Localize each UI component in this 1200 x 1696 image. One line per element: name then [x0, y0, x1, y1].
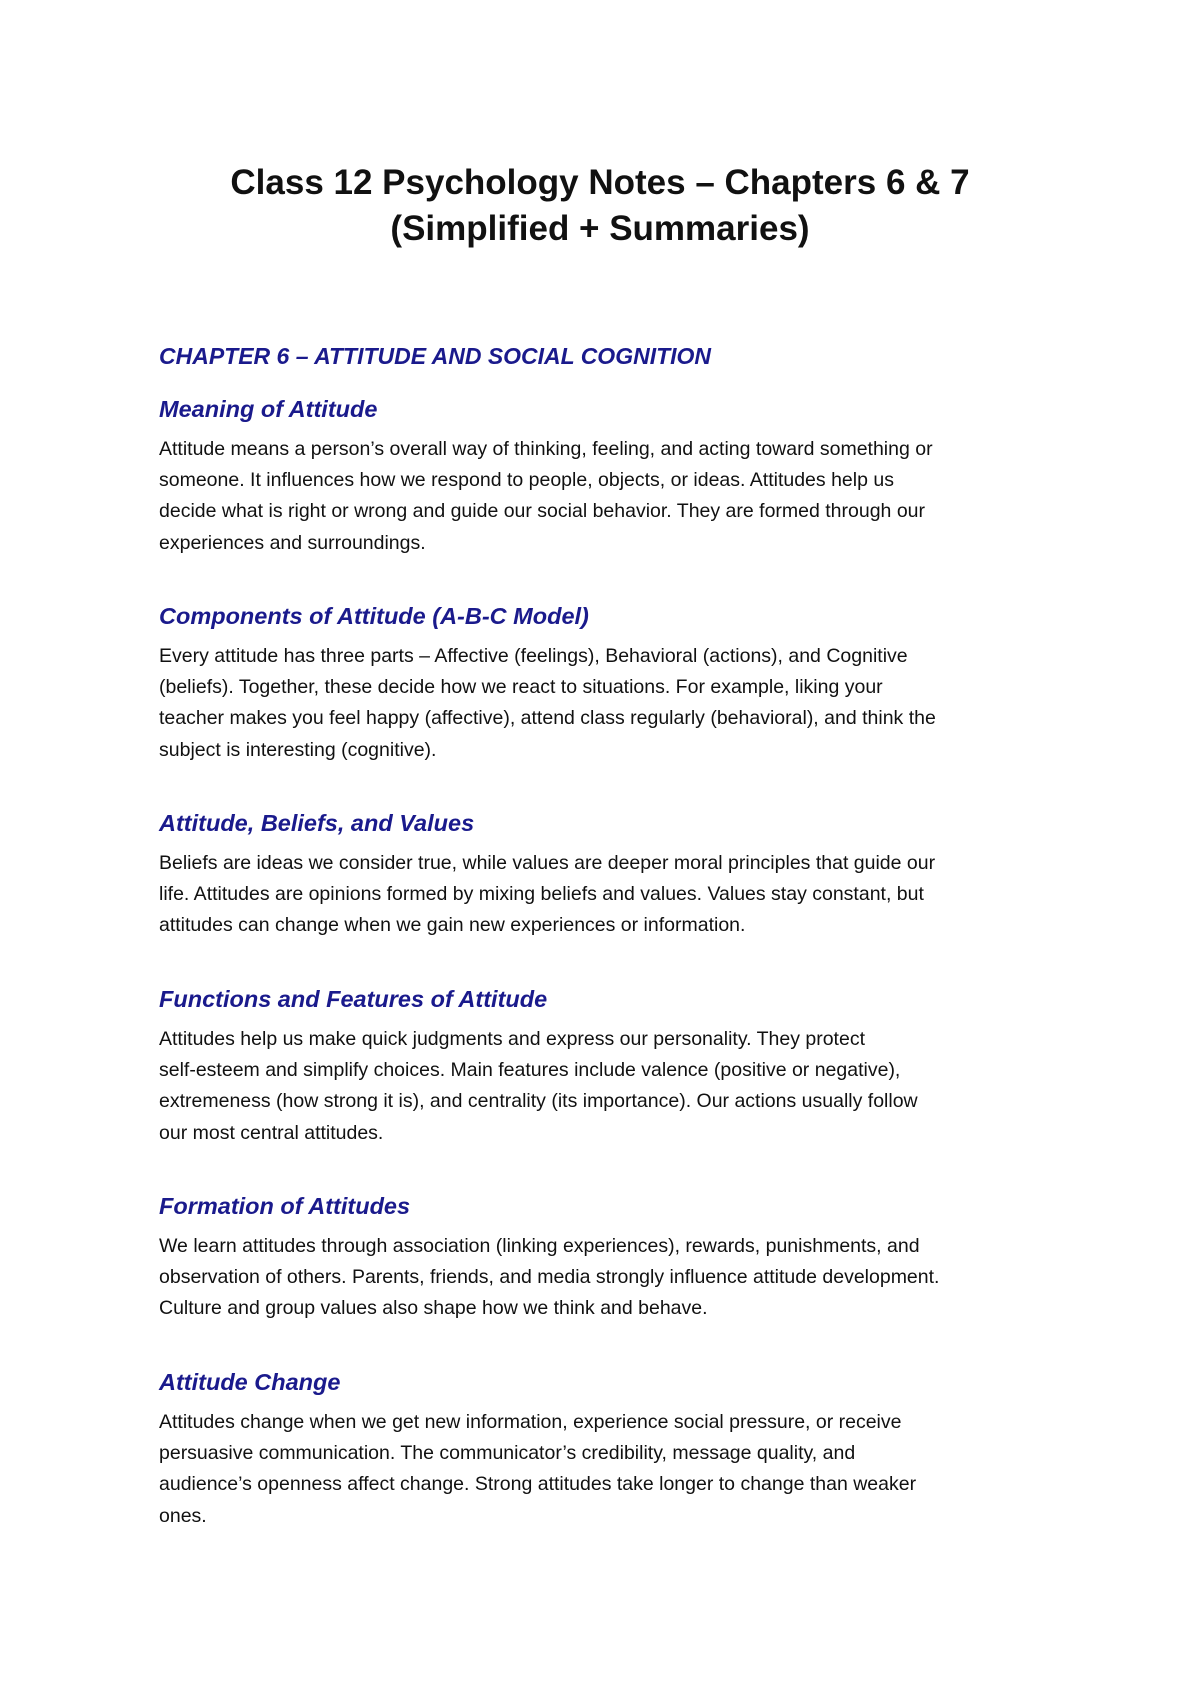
title-line-2: (Simplified + Summaries) [390, 209, 810, 248]
section-attitude-change [159, 1367, 1064, 1532]
section-meaning-of-attitude [159, 394, 1064, 559]
body-line: experiences and surroundings. [159, 531, 426, 554]
body-line: teacher makes you feel happy (affective), attend class regularly (behavioral), and think the [159, 707, 936, 730]
body-line: (beliefs). Together, these decide how we react to situations. For example, liking your [159, 676, 883, 699]
section-heading: Components of Attitude (A-B-C Model) [159, 603, 589, 629]
page-title [150, 160, 1050, 252]
body-line: Culture and group values also shape how we think and behave. [159, 1297, 708, 1320]
body-line: persuasive communication. The communicator’s credibility, message quality, and [159, 1442, 856, 1465]
section-heading: Attitude, Beliefs, and Values [159, 810, 475, 836]
section-heading: Functions and Features of Attitude [159, 986, 548, 1012]
body-line: life. Attitudes are opinions formed by mixing beliefs and values. Values stay constant, but [159, 883, 924, 906]
body-line: Beliefs are ideas we consider true, while values are deeper moral principles that guide our [159, 852, 936, 874]
body-line: subject is interesting (cognitive). [159, 738, 437, 761]
body-line: decide what is right or wrong and guide our social behavior. They are formed through our [159, 500, 926, 523]
section-attitude-beliefs-values [159, 808, 1064, 942]
body-line: Attitudes change when we get new information, experience social pressure, or receive [159, 1411, 902, 1433]
section-heading: Attitude Change [159, 1369, 341, 1395]
body-line: Every attitude has three parts – Affective (feelings), Behavioral (actions), and Cognitive [159, 645, 908, 667]
section-body [159, 848, 1064, 942]
section-body [159, 1024, 1064, 1149]
section-body [159, 1407, 1064, 1532]
body-line: extremeness (how strong it is), and centrality (its importance). Our actions usually follow [159, 1090, 918, 1113]
section-heading: Meaning of Attitude [159, 396, 378, 422]
chapter-heading: CHAPTER 6 – ATTITUDE AND SOCIAL COGNITION [159, 343, 712, 369]
title-line-1: Class 12 Psychology Notes – Chapters 6 & 7 [230, 163, 970, 202]
section-body [159, 1231, 1064, 1325]
section-heading: Formation of Attitudes [159, 1193, 411, 1219]
section-body [159, 434, 1064, 559]
section-body [159, 641, 1064, 766]
body-line: someone. It influences how we respond to people, objects, or ideas. Attitudes help us [159, 469, 894, 492]
body-line: Attitudes help us make quick judgments and express our personality. They protect [159, 1028, 865, 1050]
body-line: attitudes can change when we gain new experiences or information. [159, 914, 746, 937]
section-functions-and-features [159, 984, 1064, 1149]
body-line: audience’s openness affect change. Strong attitudes take longer to change than weaker [159, 1473, 917, 1496]
body-line: Attitude means a person’s overall way of thinking, feeling, and acting toward something or [159, 438, 933, 460]
body-line: self-esteem and simplify choices. Main features include valence (positive or negative), [159, 1059, 901, 1082]
section-components-of-attitude [159, 601, 1064, 766]
body-line: our most central attitudes. [159, 1121, 384, 1144]
body-line: We learn attitudes through association (linking experiences), rewards, punishments, and [159, 1235, 920, 1257]
body-line: observation of others. Parents, friends, and media strongly influence attitude development. [159, 1266, 940, 1289]
body-line: ones. [159, 1504, 207, 1527]
section-formation-of-attitudes [159, 1191, 1064, 1325]
